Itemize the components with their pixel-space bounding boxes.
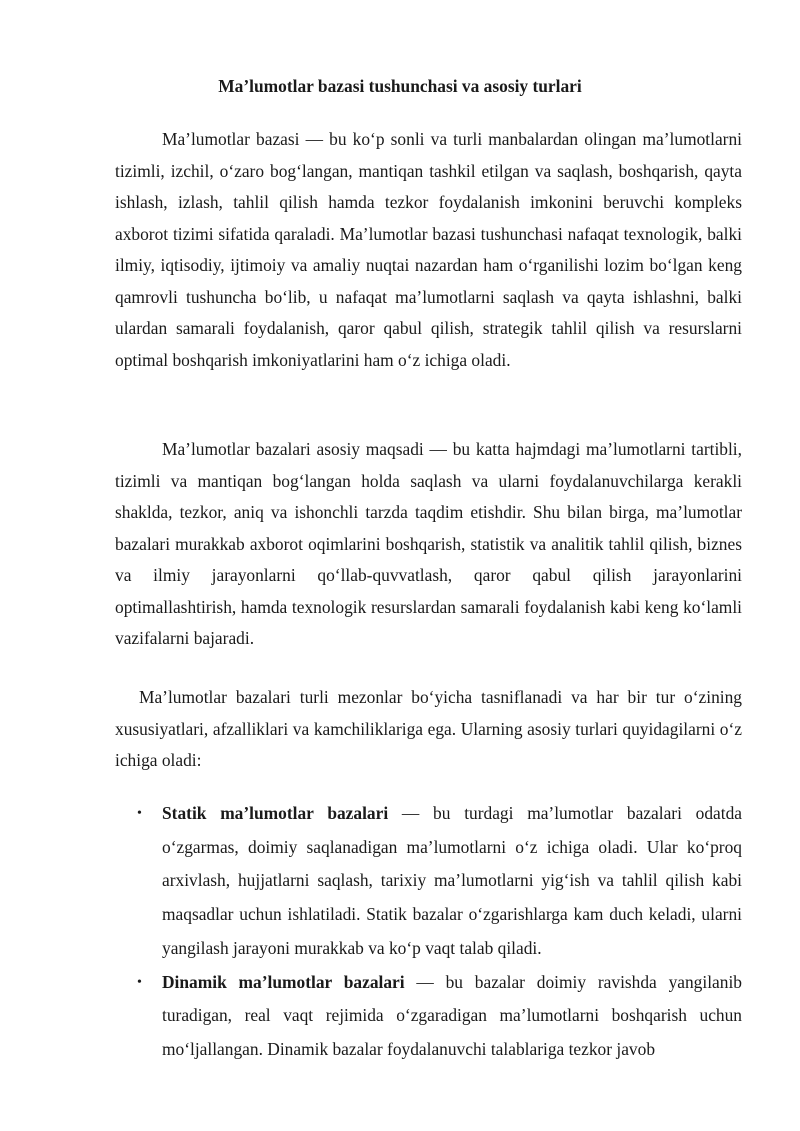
types-list xyxy=(115,797,742,1067)
bullet-icon: • xyxy=(137,806,142,821)
bullet-icon: • xyxy=(137,974,142,990)
paragraph-classification: Ma’lumotlar bazalari turli mezonlar bo‘yicha tasniflanadi va har bir tur o‘zining xususiyatlari, afzalliklari va kamchiliklariga ega. Ularning asosiy turlari quyidagilarni o‘z ichiga oladi: xyxy=(115,687,742,770)
document-title: Ma’lumotlar bazasi tushunchasi va asosiy turlari xyxy=(218,76,582,96)
list-item-term: Dinamik ma’lumotlar bazalari xyxy=(162,971,405,992)
paragraph-definition: Ma’lumotlar bazasi — bu ko‘p sonli va turli manbalardan olingan ma’lumotlarni tizimli, izchil, o‘zaro bog‘langan, mantiqan tashkil etilgan va saqlash, boshqarish, qayta ishlash, izlash, tahlil qilish hamda tezkor foydalanish imkonini beruvchi kompleks axborot tizimi sifatida qaraladi. Ma’lumotlar bazasi tushunchasi nafaqat texnologik, balki ilmiy, iqtisodiy, ijtimoiy va amaliy nuqtai nazardan ham o‘rganilishi lozim bo‘lgan keng qamrovli tushuncha bo‘lib, u nafaqat ma’lumotlarni saqlash va qayta ishlashni, balki ulardan samarali foydalanish, qaror qabul qilish, strategik tahlil qilish va resurslarni optimal boshqarish imkoniyatlarini ham o‘z ichiga oladi. xyxy=(115,129,742,370)
list-item-text: — bu turdagi ma’lumotlar bazalari odatda o‘zgarmas, doimiy saqlanadigan ma’lumotlarni o‘z ichiga oladi. Ular ko‘proq arxivlash, hujjatlarni saqlash, tarixiy ma’lumotlarni yig‘ish va tahlil qilish kabi maqsadlar uchun ishlatiladi. Statik bazalar o‘zgarishlarga kam duch keladi, ularni yangilash jarayoni murakkab va ko‘p vaqt talab qiladi. xyxy=(162,803,743,958)
list-item-text: — bu bazalar doimiy ravishda yangilanib turadigan, real vaqt rejimida o‘zgaradigan ma’lumotlarni boshqarish uchun mo‘ljallangan. Dinamik bazalar foydalanuvchi talablariga tezkor javob xyxy=(162,971,742,1059)
list-item xyxy=(115,797,742,966)
list-item-term: Statik ma’lumotlar bazalari xyxy=(162,803,389,823)
paragraph-purpose: Ma’lumotlar bazalari asosiy maqsadi — bu katta hajmdagi ma’lumotlarni tartibli, tizimli va mantiqan bog‘langan holda saqlash va ularni foydalanuvchilarga kerakli shaklda, tezkor, aniq va ishonchli tarzda taqdim etishdir. Shu bilan birga, ma’lumotlar bazalari murakkab axborot oqimlarini boshqarish, statistik va analitik tahlil qilish, biznes va ilmiy jarayonlarni qo‘llab-quvvatlash, qaror qabul qilish jarayonlarini optimallashtirish, hamda texnologik resurslardan samarali foydalanish kabi keng ko‘lamli vazifalarni bajaradi. xyxy=(115,439,742,648)
list-item xyxy=(115,966,742,1067)
